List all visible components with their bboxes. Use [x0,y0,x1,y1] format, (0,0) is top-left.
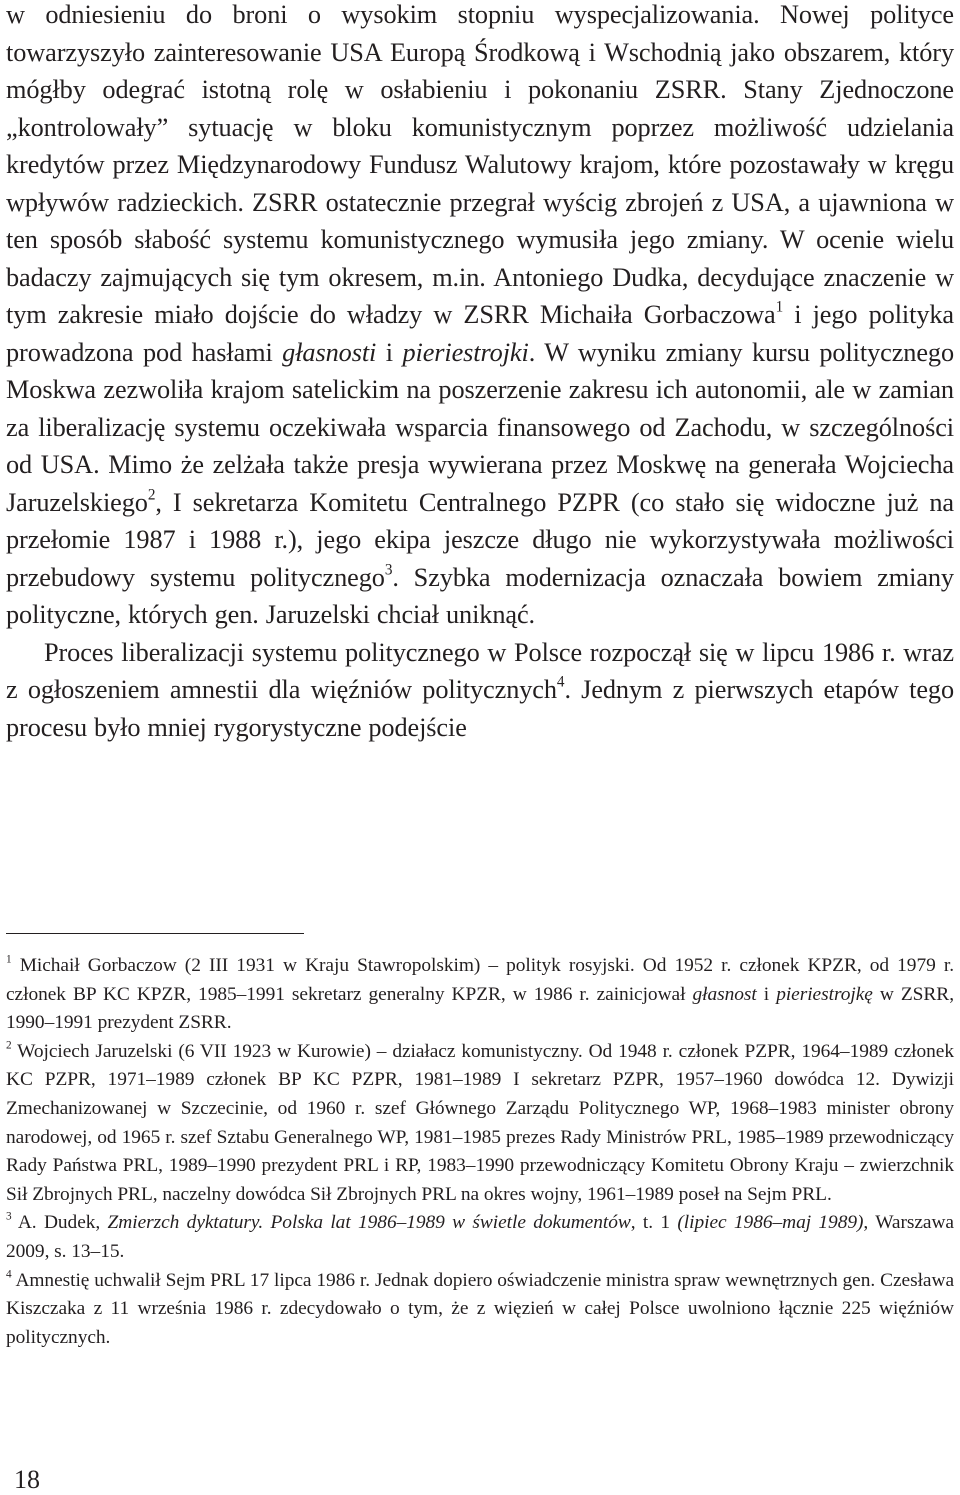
body-paragraph-2: Proces liberalizacji systemu politycznego w Polsce rozpoczął się w lipcu 1986 r. wraz z ogłoszeniem amnestii dla więźniów politycznych$^4$. Jednym z pierwszych etapów tego procesu było mniej rygorystyczne podejście [6,637,954,742]
footnote-ref-4: 4 [556,673,565,691]
body-paragraph-1: w odniesieniu do broni o wysokim stopniu wyspecjalizowania. Nowej polityce towarzyszyło zainteresowanie USA Europą Środkową i Wschodnią jako obszarem, który mógłby odegrać istotną rolę w osłabieniu i pokonaniu ZSRR. Stany Zjednoczone „kontrolowały” sytuację w bloku komunistycznym poprzez możliwość udzielania kredytów przez Międzynarodowy Fundusz Walutowy krajom, które pozostawały w kręgu wpływów radzieckich. ZSRR ostatecznie przegrał wyścig zbrojeń z USA, a ujawniona w ten sposób słabość systemu komunistycznego wymusiła jego zmiany. W ocenie wielu badaczy zajmujących się tym okresem, m.in. Antoniego Dudka, decydujące znaczenie w tym zakresie miało dojście do władzy w ZSRR Michaiła Gorbaczowa$^1$ i jego polityka prowadzona pod hasłami głasnosti i pieriestrojki. W wyniku zmiany kursu politycznego Moskwa zezwoliła krajom satelickim na poszerzenie zakresu ich autonomii, ale w zamian za liberalizację systemu oczekiwała wsparcia finansowego od Zachodu, w szczególności od USA. Mimo że zelżała także presja wywierana przez Moskwę na generała Wojciecha Jaruzelskiego$^2$, I sekretarza Komitetu Centralnego PZPR (co stało się widoczne już na przełomie 1987 i 1988 r.), jego ekipa jeszcze długo nie wykorzystywała możliwości przebudowy systemu politycznego$^3$. Szybka modernizacja oznaczała bowiem zmiany polityczne, których gen. Jaruzelski chciał uniknąć. [6,0,954,629]
footnote-number: 4 [6,1268,12,1281]
footnote-ref-2: 2 [147,486,156,504]
book-title: Zmierzch dyktatury. Polska lat 1986–1989 w świetle dokumentów [107,1212,631,1234]
footnote-number: 2 [6,1039,12,1052]
page-number: 18 [14,1465,40,1494]
footnote-separator [6,933,304,934]
footnote-1: $^1$ Michaił Gorbaczow (2 III 1931 w Kraju Stawropolskim) – polityk rosyjski. Od 1952 r. członek KPZR, od 1979 r. członek BP KC KPZR, 1985–1991 sekretarz generalny KPZR, w 1986 r. zainicjował głasnost i pieriestrojkę w ZSRR, 1990–1991 prezydent ZSRR. [6,953,954,1034]
footnotes [6,952,954,1352]
term-pieriestrojki: pieriestrojki [402,337,529,367]
footnote-4: $^4$ Amnestię uchwalił Sejm PRL 17 lipca 1986 r. Jednak dopiero oświadczenie ministra spraw wewnętrznych gen. Czesława Kiszczaka z 11 września 1986 r. zdecydowało o tym, że z więzień w całej Polsce uwolniono łącznie 225 więźniów politycznych. [6,1268,954,1348]
footnote-ref-3: 3 [384,561,393,579]
term-glasnosti: głasnosti [282,337,377,367]
footnote-2: $^2$ Wojciech Jaruzelski (6 VII 1923 w Kurowie) – działacz komunistyczny. Od 1948 r. członek PZPR, 1964–1989 członek KC PZPR, 1971–1989 członek BP KC PZPR, 1981–1989 I sekretarz PZPR, 1957–1960 dowódca 12. Dywizji Zmechanizowanej w Szczecinie, od 1960 r. szef Głównego Zarządu Politycznego WP, 1968–1983 minister obrony narodowej, od 1965 r. szef Sztabu Generalnego WP, 1981–1985 prezes Rady Ministrów PRL, 1985–1989 przewodniczący Rady Państwa PRL, 1989–1990 prezydent PRL i RP, 1983–1990 przewodniczący Komitetu Obrony Kraju – zwierzchnik Sił Zbrojnych PRL, naczelny dowódca Sił Zbrojnych PRL na okres wojny, 1961–1989 poseł na Sejm PRL. [6,1039,954,1205]
footnote-3: $^3$ A. Dudek, Zmierzch dyktatury. Polska lat 1986–1989 w świetle dokumentów, t. 1 (lipiec 1986–maj 1989), Warszawa 2009, s. 13–15. [6,1210,954,1262]
document-page [6,0,954,1494]
footnote-ref-1: 1 [775,298,784,316]
footnote-number: 1 [6,953,12,966]
footnote-number: 3 [6,1210,12,1223]
